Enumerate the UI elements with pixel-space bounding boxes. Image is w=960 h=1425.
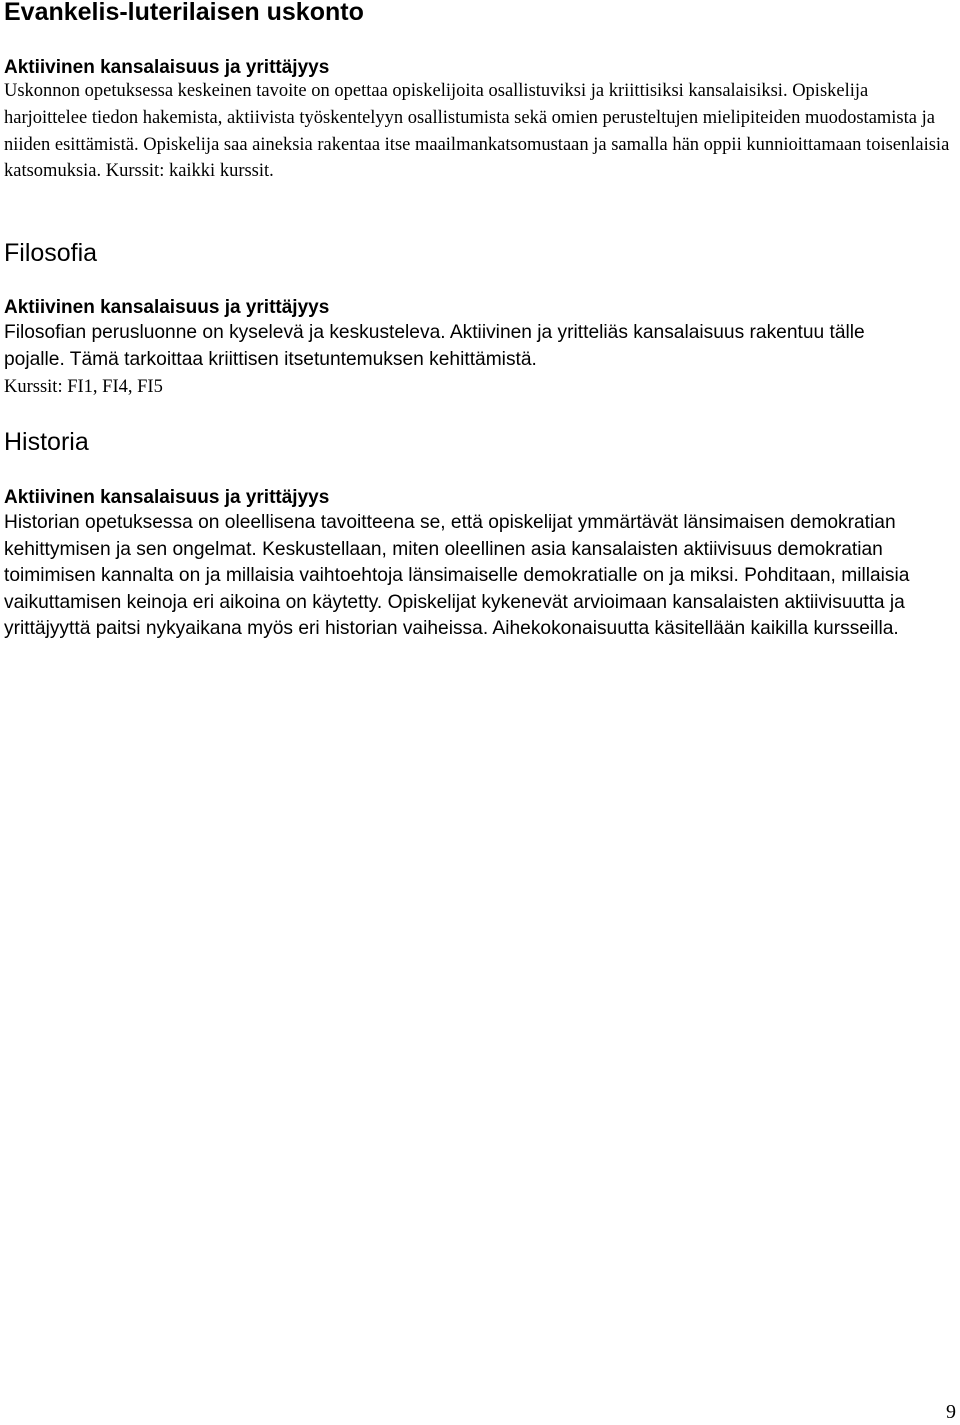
section-subtitle-historia: Aktiivinen kansalaisuus ja yrittäjyys bbox=[4, 487, 330, 508]
section-title-filosofia: Filosofia bbox=[4, 239, 98, 267]
section-courses-filosofia: Kurssit: FI1, FI4, FI5 bbox=[4, 377, 163, 397]
section-body-historia: Historian opetuksessa on oleellisena tavoitteena se, että opiskelijat ymmärtävät länsimaisen demokratian kehittymisen ja sen ongelmat. Keskustellaan, miten oleellinen asia kansalaisten aktiivisuus demokratian toimimisen kannalta on ja millaisia vaihtoehtoja länsimaiselle demokratialle on ja miksi. Pohditaan, millaisia vaikuttamisen keinoja eri aikoina on käytetty. Opiskelijat kykenevät arvioimaan kansalaisten aktiivisuutta ja yrittäjyyttä paitsi nykyaikana myös eri historian vaiheissa. Aihekokonaisuutta käsitellään kaikilla kursseilla. bbox=[4, 512, 910, 640]
section-subtitle-filosofia: Aktiivinen kansalaisuus ja yrittäjyys bbox=[4, 297, 330, 318]
section-body-filosofia: Filosofian perusluonne on kyselevä ja keskusteleva. Aktiivinen ja yritteliäs kansalaisuus rakentuu tälle pojalle. Tämä tarkoittaa kriittisen itsetuntemuksen kehittämistä. bbox=[4, 322, 865, 370]
section-body-uskonto: Uskonnon opetuksessa keskeinen tavoite on opettaa opiskelijoita osallistuviksi ja kriittisiksi kansalaisiksi. Opiskelija harjoittelee tiedon hakemista, aktiivista työskentelyyn osallistumista sekä omien perusteltujen mielipiteiden muodostamista ja niiden esittämistä. Opiskelija saa aineksia rakentaa itse maailmankatsomustaan ja samalla hän oppii kunnioittamaan toisenlaisia katsomuksia. Kurssit: kaikki kurssit. bbox=[4, 81, 950, 182]
section-title-uskonto: Evankelis-luterilaisen uskonto bbox=[4, 0, 364, 26]
page-number: 9 bbox=[946, 1401, 956, 1423]
section-title-historia: Historia bbox=[4, 428, 89, 456]
section-subtitle-uskonto: Aktiivinen kansalaisuus ja yrittäjyys bbox=[4, 57, 330, 78]
